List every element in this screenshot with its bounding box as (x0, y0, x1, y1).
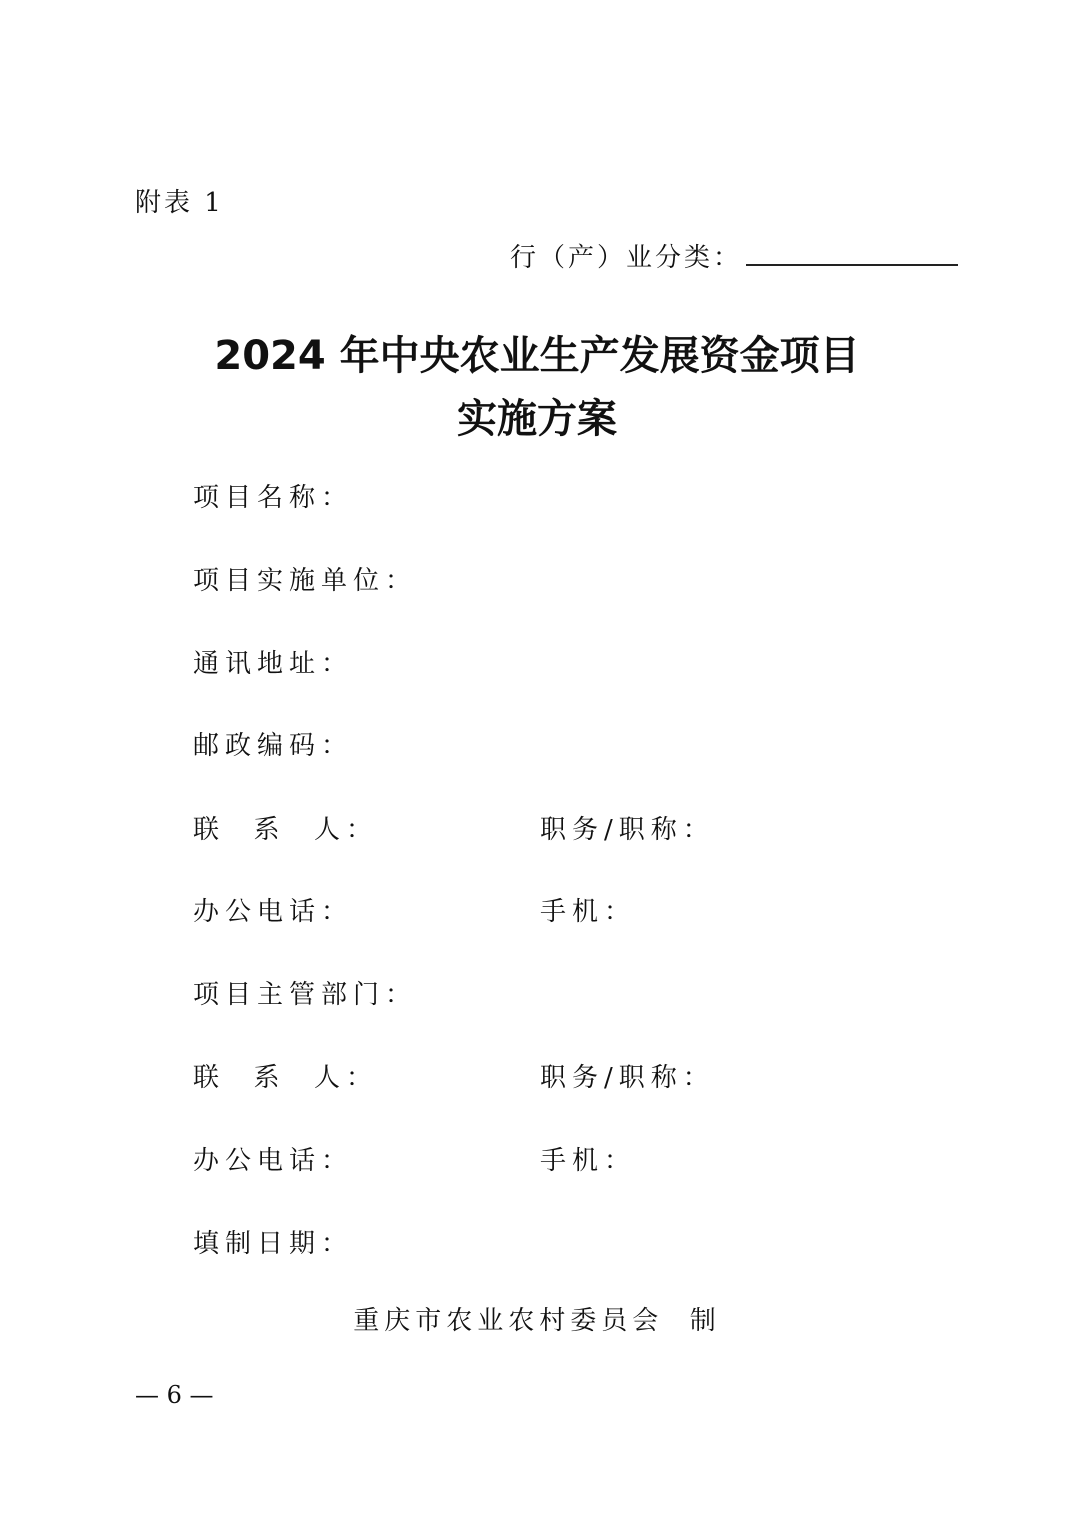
address-label: 通讯地址： (193, 649, 354, 679)
document-title-line2: 实施方案 (457, 396, 617, 442)
industry-classification-label: 行（产）业分类： (510, 243, 743, 273)
position-title-label: 职务/职称： (540, 815, 715, 845)
page-number: — 6 — (135, 1381, 214, 1409)
attachment-label: 附表 1 (135, 188, 224, 218)
document-title-line1: 2024 年中央农业生产发展资金项目 (214, 333, 860, 379)
dept-position-title-label: 职务/职称： (540, 1063, 715, 1093)
office-phone-label: 办公电话： (193, 897, 354, 927)
contact-person-label: 联 系 人： (193, 815, 379, 845)
industry-classification-blank[interactable] (746, 242, 958, 266)
industry-classification (510, 237, 958, 274)
project-name-label: 项目名称： (193, 483, 354, 513)
dept-contact-person-label: 联 系 人： (193, 1063, 379, 1093)
fill-date-label: 填制日期： (193, 1229, 354, 1259)
mobile-label: 手机： (540, 897, 637, 927)
postcode-label: 邮政编码： (193, 731, 354, 761)
issuing-organization: 重庆市农业农村委员会 制 (353, 1306, 721, 1336)
implementing-unit-label: 项目实施单位： (193, 566, 418, 596)
dept-office-phone-label: 办公电话： (193, 1146, 354, 1176)
supervising-dept-label: 项目主管部门： (193, 980, 418, 1010)
dept-mobile-label: 手机： (540, 1146, 637, 1176)
